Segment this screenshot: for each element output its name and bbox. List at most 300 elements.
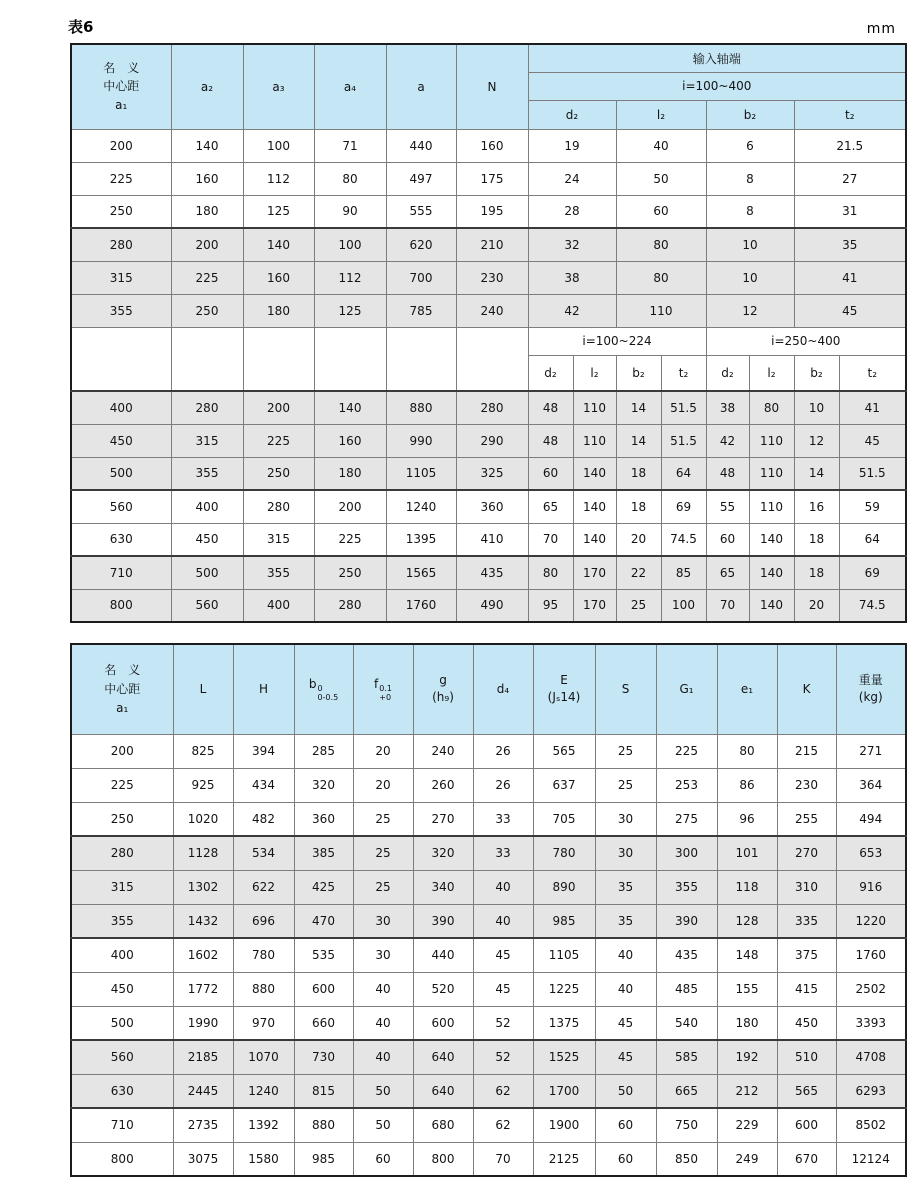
cell-value: 33 xyxy=(473,836,533,870)
cell-value: 40 xyxy=(616,129,706,162)
cell-value: 535 xyxy=(294,938,353,972)
cell-value: 110 xyxy=(749,424,794,457)
cell-value: 560 xyxy=(171,589,243,622)
col-header-S: S xyxy=(595,644,656,734)
cell-value: 335 xyxy=(777,904,836,938)
cell-value: 48 xyxy=(706,457,749,490)
cell-value: 229 xyxy=(717,1108,777,1142)
cell-value: 70 xyxy=(473,1142,533,1176)
cell-value: 750 xyxy=(656,1108,717,1142)
cell-value: 565 xyxy=(777,1074,836,1108)
cell-value: 510 xyxy=(777,1040,836,1074)
cell-value: 985 xyxy=(294,1142,353,1176)
ratio-header-i-250-400: i=250~400 xyxy=(706,327,906,355)
table-row xyxy=(71,162,906,195)
col-header-N: N xyxy=(456,44,528,129)
cell-value: 364 xyxy=(836,768,906,802)
cell-value: 200 xyxy=(171,228,243,261)
cell-value: 59 xyxy=(839,490,906,523)
cell-value: 128 xyxy=(717,904,777,938)
cell-value: 400 xyxy=(171,490,243,523)
cell-value: 1020 xyxy=(173,802,233,836)
table1-upper-rows xyxy=(71,129,906,327)
cell-value: 560 xyxy=(71,490,171,523)
col-header-weight: 重量 (kg) xyxy=(836,644,906,734)
table-row xyxy=(71,1074,906,1108)
cell-value: 60 xyxy=(353,1142,413,1176)
cell-value: 390 xyxy=(413,904,473,938)
cell-value: 880 xyxy=(294,1108,353,1142)
cell-value: 2735 xyxy=(173,1108,233,1142)
cell-value: 140 xyxy=(171,129,243,162)
cell-value: 1105 xyxy=(386,457,456,490)
cell-value: 250 xyxy=(71,802,173,836)
cell-value: 450 xyxy=(777,1006,836,1040)
cell-value: 4708 xyxy=(836,1040,906,1074)
cell-value: 400 xyxy=(243,589,314,622)
cell-value: 50 xyxy=(353,1074,413,1108)
cell-value: 665 xyxy=(656,1074,717,1108)
cell-value: 1602 xyxy=(173,938,233,972)
cell-value: 200 xyxy=(71,734,173,768)
cell-value: 1225 xyxy=(533,972,595,1006)
cell-value: 1900 xyxy=(533,1108,595,1142)
cell-value: 555 xyxy=(386,195,456,228)
col-header-t2: t₂ xyxy=(661,355,706,391)
table-row xyxy=(71,523,906,556)
cell-value: 730 xyxy=(294,1040,353,1074)
cell-value: 440 xyxy=(386,129,456,162)
cell-value: 71 xyxy=(314,129,386,162)
table-row xyxy=(71,870,906,904)
table1-mid-header-row-1 xyxy=(71,327,906,355)
cell-value: 660 xyxy=(294,1006,353,1040)
cell-value: 640 xyxy=(413,1074,473,1108)
cell-value: 140 xyxy=(573,490,616,523)
cell-value: 400 xyxy=(71,938,173,972)
cell-value: 101 xyxy=(717,836,777,870)
cell-value: 170 xyxy=(573,589,616,622)
cell-value: 140 xyxy=(749,523,794,556)
col-header-l2: l₂ xyxy=(616,100,706,129)
cell-value: 780 xyxy=(233,938,294,972)
cell-value: 125 xyxy=(314,294,386,327)
cell-value: 434 xyxy=(233,768,294,802)
cell-value: 880 xyxy=(386,391,456,424)
cell-value: 160 xyxy=(171,162,243,195)
cell-value: 212 xyxy=(717,1074,777,1108)
cell-value: 1375 xyxy=(533,1006,595,1040)
cell-value: 630 xyxy=(71,1074,173,1108)
cell-value: 696 xyxy=(233,904,294,938)
cell-value: 680 xyxy=(413,1108,473,1142)
col-header-a4: a₄ xyxy=(314,44,386,129)
cell-value: 6293 xyxy=(836,1074,906,1108)
cell-value: 520 xyxy=(413,972,473,1006)
cell-value: 52 xyxy=(473,1040,533,1074)
table-row xyxy=(71,904,906,938)
table-number-label: 表6 xyxy=(68,18,94,36)
cell-value: 80 xyxy=(314,162,386,195)
table-row xyxy=(71,457,906,490)
col-header-d2: d₂ xyxy=(528,100,616,129)
cell-value: 280 xyxy=(71,228,171,261)
table-row xyxy=(71,1142,906,1176)
cell-value: 45 xyxy=(473,972,533,1006)
cell-value: 1220 xyxy=(836,904,906,938)
col-header-e1: e₁ xyxy=(717,644,777,734)
cell-value: 31 xyxy=(794,195,906,228)
cell-value: 800 xyxy=(71,1142,173,1176)
cell-value: 360 xyxy=(294,802,353,836)
cell-value: 160 xyxy=(314,424,386,457)
table-row xyxy=(71,938,906,972)
cell-value: 340 xyxy=(413,870,473,904)
cell-value: 3393 xyxy=(836,1006,906,1040)
cell-value: 180 xyxy=(314,457,386,490)
cell-value: 19 xyxy=(528,129,616,162)
cell-value: 22 xyxy=(616,556,661,589)
cell-value: 180 xyxy=(243,294,314,327)
cell-value: 2125 xyxy=(533,1142,595,1176)
cell-value: 290 xyxy=(456,424,528,457)
cell-value: 20 xyxy=(616,523,661,556)
cell-value: 20 xyxy=(353,768,413,802)
cell-value: 255 xyxy=(777,802,836,836)
cell-value: 160 xyxy=(456,129,528,162)
table-row xyxy=(71,490,906,523)
col-header-d2: d₂ xyxy=(706,355,749,391)
cell-value: 45 xyxy=(839,424,906,457)
cell-value: 1760 xyxy=(386,589,456,622)
col-header-b2: b₂ xyxy=(706,100,794,129)
cell-value: 637 xyxy=(533,768,595,802)
cell-value: 815 xyxy=(294,1074,353,1108)
cell-value: 80 xyxy=(616,261,706,294)
cell-value: 653 xyxy=(836,836,906,870)
cell-value: 440 xyxy=(413,938,473,972)
cell-value: 80 xyxy=(528,556,573,589)
cell-value: 1128 xyxy=(173,836,233,870)
cell-value: 435 xyxy=(456,556,528,589)
cell-value: 482 xyxy=(233,802,294,836)
cell-value: 16 xyxy=(794,490,839,523)
cell-value: 52 xyxy=(473,1006,533,1040)
cell-value: 110 xyxy=(573,391,616,424)
cell-value: 25 xyxy=(353,802,413,836)
cell-value: 25 xyxy=(353,836,413,870)
cell-value: 42 xyxy=(528,294,616,327)
cell-value: 80 xyxy=(717,734,777,768)
cell-value: 230 xyxy=(777,768,836,802)
cell-value: 1525 xyxy=(533,1040,595,1074)
cell-value: 18 xyxy=(794,523,839,556)
cell-value: 315 xyxy=(71,261,171,294)
cell-value: 1772 xyxy=(173,972,233,1006)
cell-value: 175 xyxy=(456,162,528,195)
cell-value: 51.5 xyxy=(661,424,706,457)
cell-value: 40 xyxy=(473,870,533,904)
col-header-f-tolerance: f 0.1 +0 xyxy=(353,644,413,734)
cell-value: 710 xyxy=(71,556,171,589)
cell-value: 1565 xyxy=(386,556,456,589)
cell-value: 1700 xyxy=(533,1074,595,1108)
cell-value: 60 xyxy=(706,523,749,556)
cell-value: 280 xyxy=(71,836,173,870)
cell-value: 192 xyxy=(717,1040,777,1074)
cell-value: 51.5 xyxy=(661,391,706,424)
cell-value: 14 xyxy=(616,424,661,457)
cell-value: 32 xyxy=(528,228,616,261)
cell-value: 62 xyxy=(473,1074,533,1108)
empty-cell xyxy=(456,327,528,391)
cell-value: 42 xyxy=(706,424,749,457)
cell-value: 140 xyxy=(749,556,794,589)
cell-value: 35 xyxy=(595,870,656,904)
cell-value: 140 xyxy=(243,228,314,261)
cell-value: 925 xyxy=(173,768,233,802)
cell-value: 705 xyxy=(533,802,595,836)
cell-value: 45 xyxy=(473,938,533,972)
col-header-d4: d₄ xyxy=(473,644,533,734)
cell-value: 74.5 xyxy=(839,589,906,622)
cell-value: 33 xyxy=(473,802,533,836)
cell-value: 540 xyxy=(656,1006,717,1040)
cell-value: 6 xyxy=(706,129,794,162)
cell-value: 355 xyxy=(243,556,314,589)
cell-value: 230 xyxy=(456,261,528,294)
cell-value: 271 xyxy=(836,734,906,768)
empty-cell xyxy=(386,327,456,391)
cell-value: 200 xyxy=(71,129,171,162)
col-header-nominal-center-distance: 名 义 中心距 a₁ xyxy=(71,644,173,734)
dimension-table-2 xyxy=(70,643,907,1177)
col-header-g: g (h₉) xyxy=(413,644,473,734)
cell-value: 490 xyxy=(456,589,528,622)
cell-value: 240 xyxy=(456,294,528,327)
cell-value: 225 xyxy=(314,523,386,556)
table2-rows xyxy=(71,734,906,1176)
cell-value: 20 xyxy=(794,589,839,622)
cell-value: 1070 xyxy=(233,1040,294,1074)
cell-value: 24 xyxy=(528,162,616,195)
cell-value: 180 xyxy=(171,195,243,228)
cell-value: 110 xyxy=(573,424,616,457)
col-header-E: E (Jₛ14) xyxy=(533,644,595,734)
cell-value: 250 xyxy=(314,556,386,589)
cell-value: 180 xyxy=(717,1006,777,1040)
cell-value: 41 xyxy=(839,391,906,424)
cell-value: 250 xyxy=(171,294,243,327)
cell-value: 160 xyxy=(243,261,314,294)
cell-value: 10 xyxy=(794,391,839,424)
cell-value: 315 xyxy=(171,424,243,457)
col-header-a: a xyxy=(386,44,456,129)
cell-value: 40 xyxy=(595,938,656,972)
col-header-l2: l₂ xyxy=(749,355,794,391)
cell-value: 28 xyxy=(528,195,616,228)
cell-value: 825 xyxy=(173,734,233,768)
cell-value: 8 xyxy=(706,162,794,195)
cell-value: 18 xyxy=(616,490,661,523)
col-header-G1: G₁ xyxy=(656,644,717,734)
cell-value: 30 xyxy=(595,802,656,836)
cell-value: 30 xyxy=(353,904,413,938)
cell-value: 800 xyxy=(413,1142,473,1176)
cell-value: 65 xyxy=(706,556,749,589)
col-header-t2: t₂ xyxy=(839,355,906,391)
cell-value: 270 xyxy=(413,802,473,836)
cell-value: 260 xyxy=(413,768,473,802)
cell-value: 64 xyxy=(839,523,906,556)
table-row xyxy=(71,195,906,228)
cell-value: 280 xyxy=(314,589,386,622)
table-row xyxy=(71,1006,906,1040)
group-header-input-shaft-end: 输入轴端 xyxy=(528,44,906,72)
cell-value: 3075 xyxy=(173,1142,233,1176)
col-header-a3: a₃ xyxy=(243,44,314,129)
cell-value: 25 xyxy=(353,870,413,904)
cell-value: 110 xyxy=(749,457,794,490)
cell-value: 785 xyxy=(386,294,456,327)
cell-value: 40 xyxy=(595,972,656,1006)
table2-header-row xyxy=(71,644,906,734)
cell-value: 1105 xyxy=(533,938,595,972)
cell-value: 250 xyxy=(71,195,171,228)
cell-value: 565 xyxy=(533,734,595,768)
cell-value: 970 xyxy=(233,1006,294,1040)
cell-value: 1760 xyxy=(836,938,906,972)
cell-value: 10 xyxy=(706,261,794,294)
cell-value: 18 xyxy=(616,457,661,490)
cell-value: 210 xyxy=(456,228,528,261)
cell-value: 69 xyxy=(839,556,906,589)
cell-value: 64 xyxy=(661,457,706,490)
table-row xyxy=(71,1108,906,1142)
col-header-a2: a₂ xyxy=(171,44,243,129)
cell-value: 1240 xyxy=(233,1074,294,1108)
table-row xyxy=(71,129,906,162)
cell-value: 100 xyxy=(661,589,706,622)
cell-value: 916 xyxy=(836,870,906,904)
cell-value: 280 xyxy=(243,490,314,523)
col-header-nominal-center-distance: 名 义 中心距 a₁ xyxy=(71,44,171,129)
cell-value: 2185 xyxy=(173,1040,233,1074)
empty-cell xyxy=(314,327,386,391)
cell-value: 990 xyxy=(386,424,456,457)
cell-value: 320 xyxy=(413,836,473,870)
cell-value: 140 xyxy=(573,457,616,490)
cell-value: 55 xyxy=(706,490,749,523)
table-row xyxy=(71,589,906,622)
col-header-H: H xyxy=(233,644,294,734)
cell-value: 18 xyxy=(794,556,839,589)
cell-value: 51.5 xyxy=(839,457,906,490)
cell-value: 8502 xyxy=(836,1108,906,1142)
cell-value: 1240 xyxy=(386,490,456,523)
cell-value: 1395 xyxy=(386,523,456,556)
cell-value: 14 xyxy=(616,391,661,424)
table1-header-row-1 xyxy=(71,44,906,72)
cell-value: 355 xyxy=(656,870,717,904)
table1-lower-rows xyxy=(71,391,906,622)
table-row xyxy=(71,228,906,261)
ratio-header-i-100-400: i=100~400 xyxy=(528,72,906,100)
col-header-b2: b₂ xyxy=(794,355,839,391)
cell-value: 30 xyxy=(353,938,413,972)
col-header-t2: t₂ xyxy=(794,100,906,129)
cell-value: 60 xyxy=(595,1142,656,1176)
cell-value: 25 xyxy=(595,734,656,768)
col-header-b2: b₂ xyxy=(616,355,661,391)
cell-value: 450 xyxy=(71,972,173,1006)
table-row xyxy=(71,1040,906,1074)
cell-value: 500 xyxy=(71,1006,173,1040)
cell-value: 630 xyxy=(71,523,171,556)
cell-value: 65 xyxy=(528,490,573,523)
table-row xyxy=(71,734,906,768)
cell-value: 780 xyxy=(533,836,595,870)
cell-value: 69 xyxy=(661,490,706,523)
cell-value: 2445 xyxy=(173,1074,233,1108)
cell-value: 41 xyxy=(794,261,906,294)
col-header-K: K xyxy=(777,644,836,734)
empty-cell xyxy=(243,327,314,391)
cell-value: 35 xyxy=(794,228,906,261)
cell-value: 35 xyxy=(595,904,656,938)
cell-value: 40 xyxy=(473,904,533,938)
cell-value: 355 xyxy=(71,904,173,938)
cell-value: 415 xyxy=(777,972,836,1006)
cell-value: 494 xyxy=(836,802,906,836)
cell-value: 225 xyxy=(243,424,314,457)
cell-value: 26 xyxy=(473,768,533,802)
cell-value: 280 xyxy=(456,391,528,424)
cell-value: 600 xyxy=(413,1006,473,1040)
cell-value: 110 xyxy=(616,294,706,327)
cell-value: 497 xyxy=(386,162,456,195)
cell-value: 45 xyxy=(595,1006,656,1040)
cell-value: 90 xyxy=(314,195,386,228)
cell-value: 450 xyxy=(171,523,243,556)
cell-value: 85 xyxy=(661,556,706,589)
cell-value: 25 xyxy=(595,768,656,802)
cell-value: 285 xyxy=(294,734,353,768)
cell-value: 585 xyxy=(656,1040,717,1074)
col-header-b-tolerance: b 0 0-0.5 xyxy=(294,644,353,734)
cell-value: 20 xyxy=(353,734,413,768)
col-header-l2: l₂ xyxy=(573,355,616,391)
empty-cell xyxy=(71,327,171,391)
cell-value: 38 xyxy=(706,391,749,424)
cell-value: 1392 xyxy=(233,1108,294,1142)
cell-value: 12 xyxy=(794,424,839,457)
cell-value: 450 xyxy=(71,424,171,457)
cell-value: 280 xyxy=(171,391,243,424)
cell-value: 200 xyxy=(314,490,386,523)
cell-value: 140 xyxy=(573,523,616,556)
cell-value: 360 xyxy=(456,490,528,523)
cell-value: 985 xyxy=(533,904,595,938)
cell-value: 500 xyxy=(71,457,171,490)
cell-value: 95 xyxy=(528,589,573,622)
cell-value: 315 xyxy=(71,870,173,904)
cell-value: 45 xyxy=(595,1040,656,1074)
dimension-table-1 xyxy=(70,43,907,623)
cell-value: 890 xyxy=(533,870,595,904)
cell-value: 30 xyxy=(595,836,656,870)
cell-value: 385 xyxy=(294,836,353,870)
